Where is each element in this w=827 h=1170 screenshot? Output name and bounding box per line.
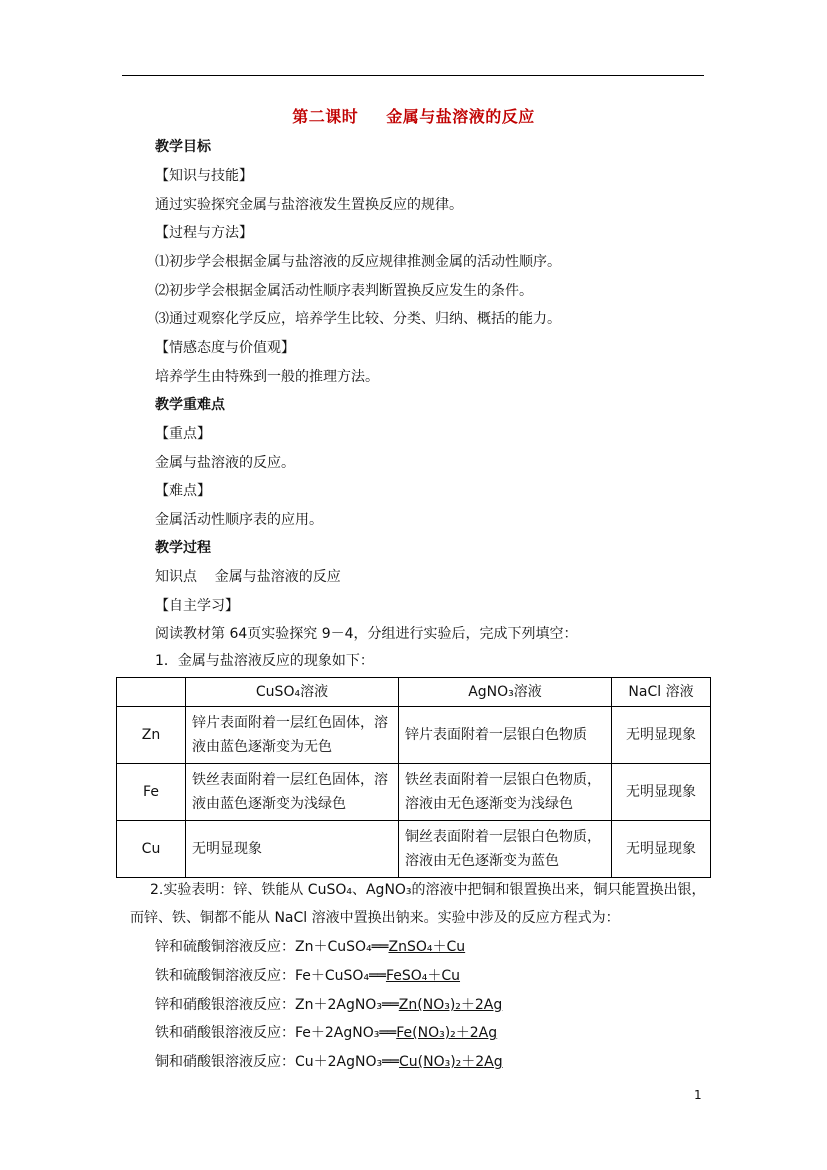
equation-right: Zn(NO₃)₂＋2Ag [398,997,503,1013]
equation-label: 铁和硫酸铜溶液反应： [155,968,295,984]
table-header: CuSO₄溶液 [186,678,399,707]
table-cell: 铁丝表面附着一层银白色物质，溶液由无色逐渐变为浅绿色 [399,764,612,821]
table-cell: 无明显现象 [612,764,711,821]
table-cell: 铜丝表面附着一层银白色物质，溶液由无色逐渐变为蓝色 [399,821,612,878]
equation-right: Cu(NO₃)₂＋2Ag [398,1054,503,1070]
page-number: 1 [694,1088,702,1102]
process-item-1: ⑴初步学会根据金属与盐溶液的反应规律推测金属的活动性顺序。 [155,254,561,270]
reaction-table [116,677,711,878]
process-item-3: ⑶通过观察化学反应，培养学生比较、分类、归纳、概括的能力。 [155,311,561,327]
equation-label: 锌和硫酸铜溶液反应： [155,939,295,955]
process-heading: 【过程与方法】 [155,225,253,241]
table-cell: 无明显现象 [612,707,711,764]
equation-left: Zn＋CuSO₄══ [295,939,389,955]
table-cell: 锌片表面附着一层银白色物质 [399,707,612,764]
table-row [117,707,711,764]
item-1: 1．金属与盐溶液反应的现象如下： [155,653,374,669]
equation-label: 铜和硝酸银溶液反应： [155,1054,295,1070]
equation-right: FeSO₄＋Cu [385,968,461,984]
emotion-text: 培养学生由特殊到一般的推理方法。 [155,369,379,385]
key-heading: 【重点】 [155,426,211,442]
table-cell-metal: Zn [117,707,186,764]
table-cell: 锌片表面附着一层红色固体，溶液由蓝色逐渐变为无色 [186,707,399,764]
table-cell: 无明显现象 [186,821,399,878]
table-header: NaCl 溶液 [612,678,711,707]
equation [155,1052,503,1072]
equation [155,995,502,1015]
equation-left: Fe＋CuSO₄══ [295,968,386,984]
self-study-heading: 【自主学习】 [155,598,239,614]
equation-right: ZnSO₄＋Cu [388,939,466,955]
equation-right: Fe(NO₃)₂＋2Ag [396,1025,498,1041]
reading-instruction: 阅读教材第 64页实验探究 9－4，分组进行实验后，完成下列填空： [155,626,578,642]
equation [155,1023,497,1043]
table-row [117,764,711,821]
section-goals: 教学目标 [155,139,211,155]
table-header-row [117,678,711,707]
section-key-difficult: 教学重难点 [155,397,225,413]
table-header [117,678,186,707]
difficult-heading: 【难点】 [155,483,211,499]
knowledge-heading: 【知识与技能】 [155,168,253,184]
equation [155,966,460,986]
table-row [117,821,711,878]
equation-label: 铁和硝酸银溶液反应： [155,1025,295,1041]
section-teaching-process: 教学过程 [155,540,211,556]
emotion-heading: 【情感态度与价值观】 [155,340,295,356]
page-title [0,104,827,127]
equation-label: 锌和硝酸银溶液反应： [155,997,295,1013]
table-header: AgNO₃溶液 [399,678,612,707]
conclusion-line-1: 2.实验表明：锌、铁能从 CuSO₄、AgNO₃的溶液中把铜和银置换出来，铜只能置换出银， [150,882,706,898]
table-cell: 铁丝表面附着一层红色固体，溶液由蓝色逐渐变为浅绿色 [186,764,399,821]
knowledge-point: 知识点 金属与盐溶液的反应 [155,569,341,585]
title-part1: 第二课时 [292,107,359,126]
table-cell-metal: Fe [117,764,186,821]
process-item-2: ⑵初步学会根据金属活动性顺序表判断置换反应发生的条件。 [155,283,533,299]
equation-left: Cu＋2AgNO₃══ [295,1054,399,1070]
title-part2: 金属与盐溶液的反应 [386,107,535,126]
difficult-text: 金属活动性顺序表的应用。 [155,512,323,528]
key-text: 金属与盐溶液的反应。 [155,455,295,471]
equation [155,937,465,957]
header-rule [122,75,704,76]
equation-left: Zn＋2AgNO₃══ [295,997,399,1013]
conclusion-line-2: 而锌、铁、铜都不能从 NaCl 溶液中置换出钠来。实验中涉及的反应方程式为： [130,910,620,926]
table-cell: 无明显现象 [612,821,711,878]
table-cell-metal: Cu [117,821,186,878]
equation-left: Fe＋2AgNO₃══ [295,1025,397,1041]
knowledge-text: 通过实验探究金属与盐溶液发生置换反应的规律。 [155,197,463,213]
